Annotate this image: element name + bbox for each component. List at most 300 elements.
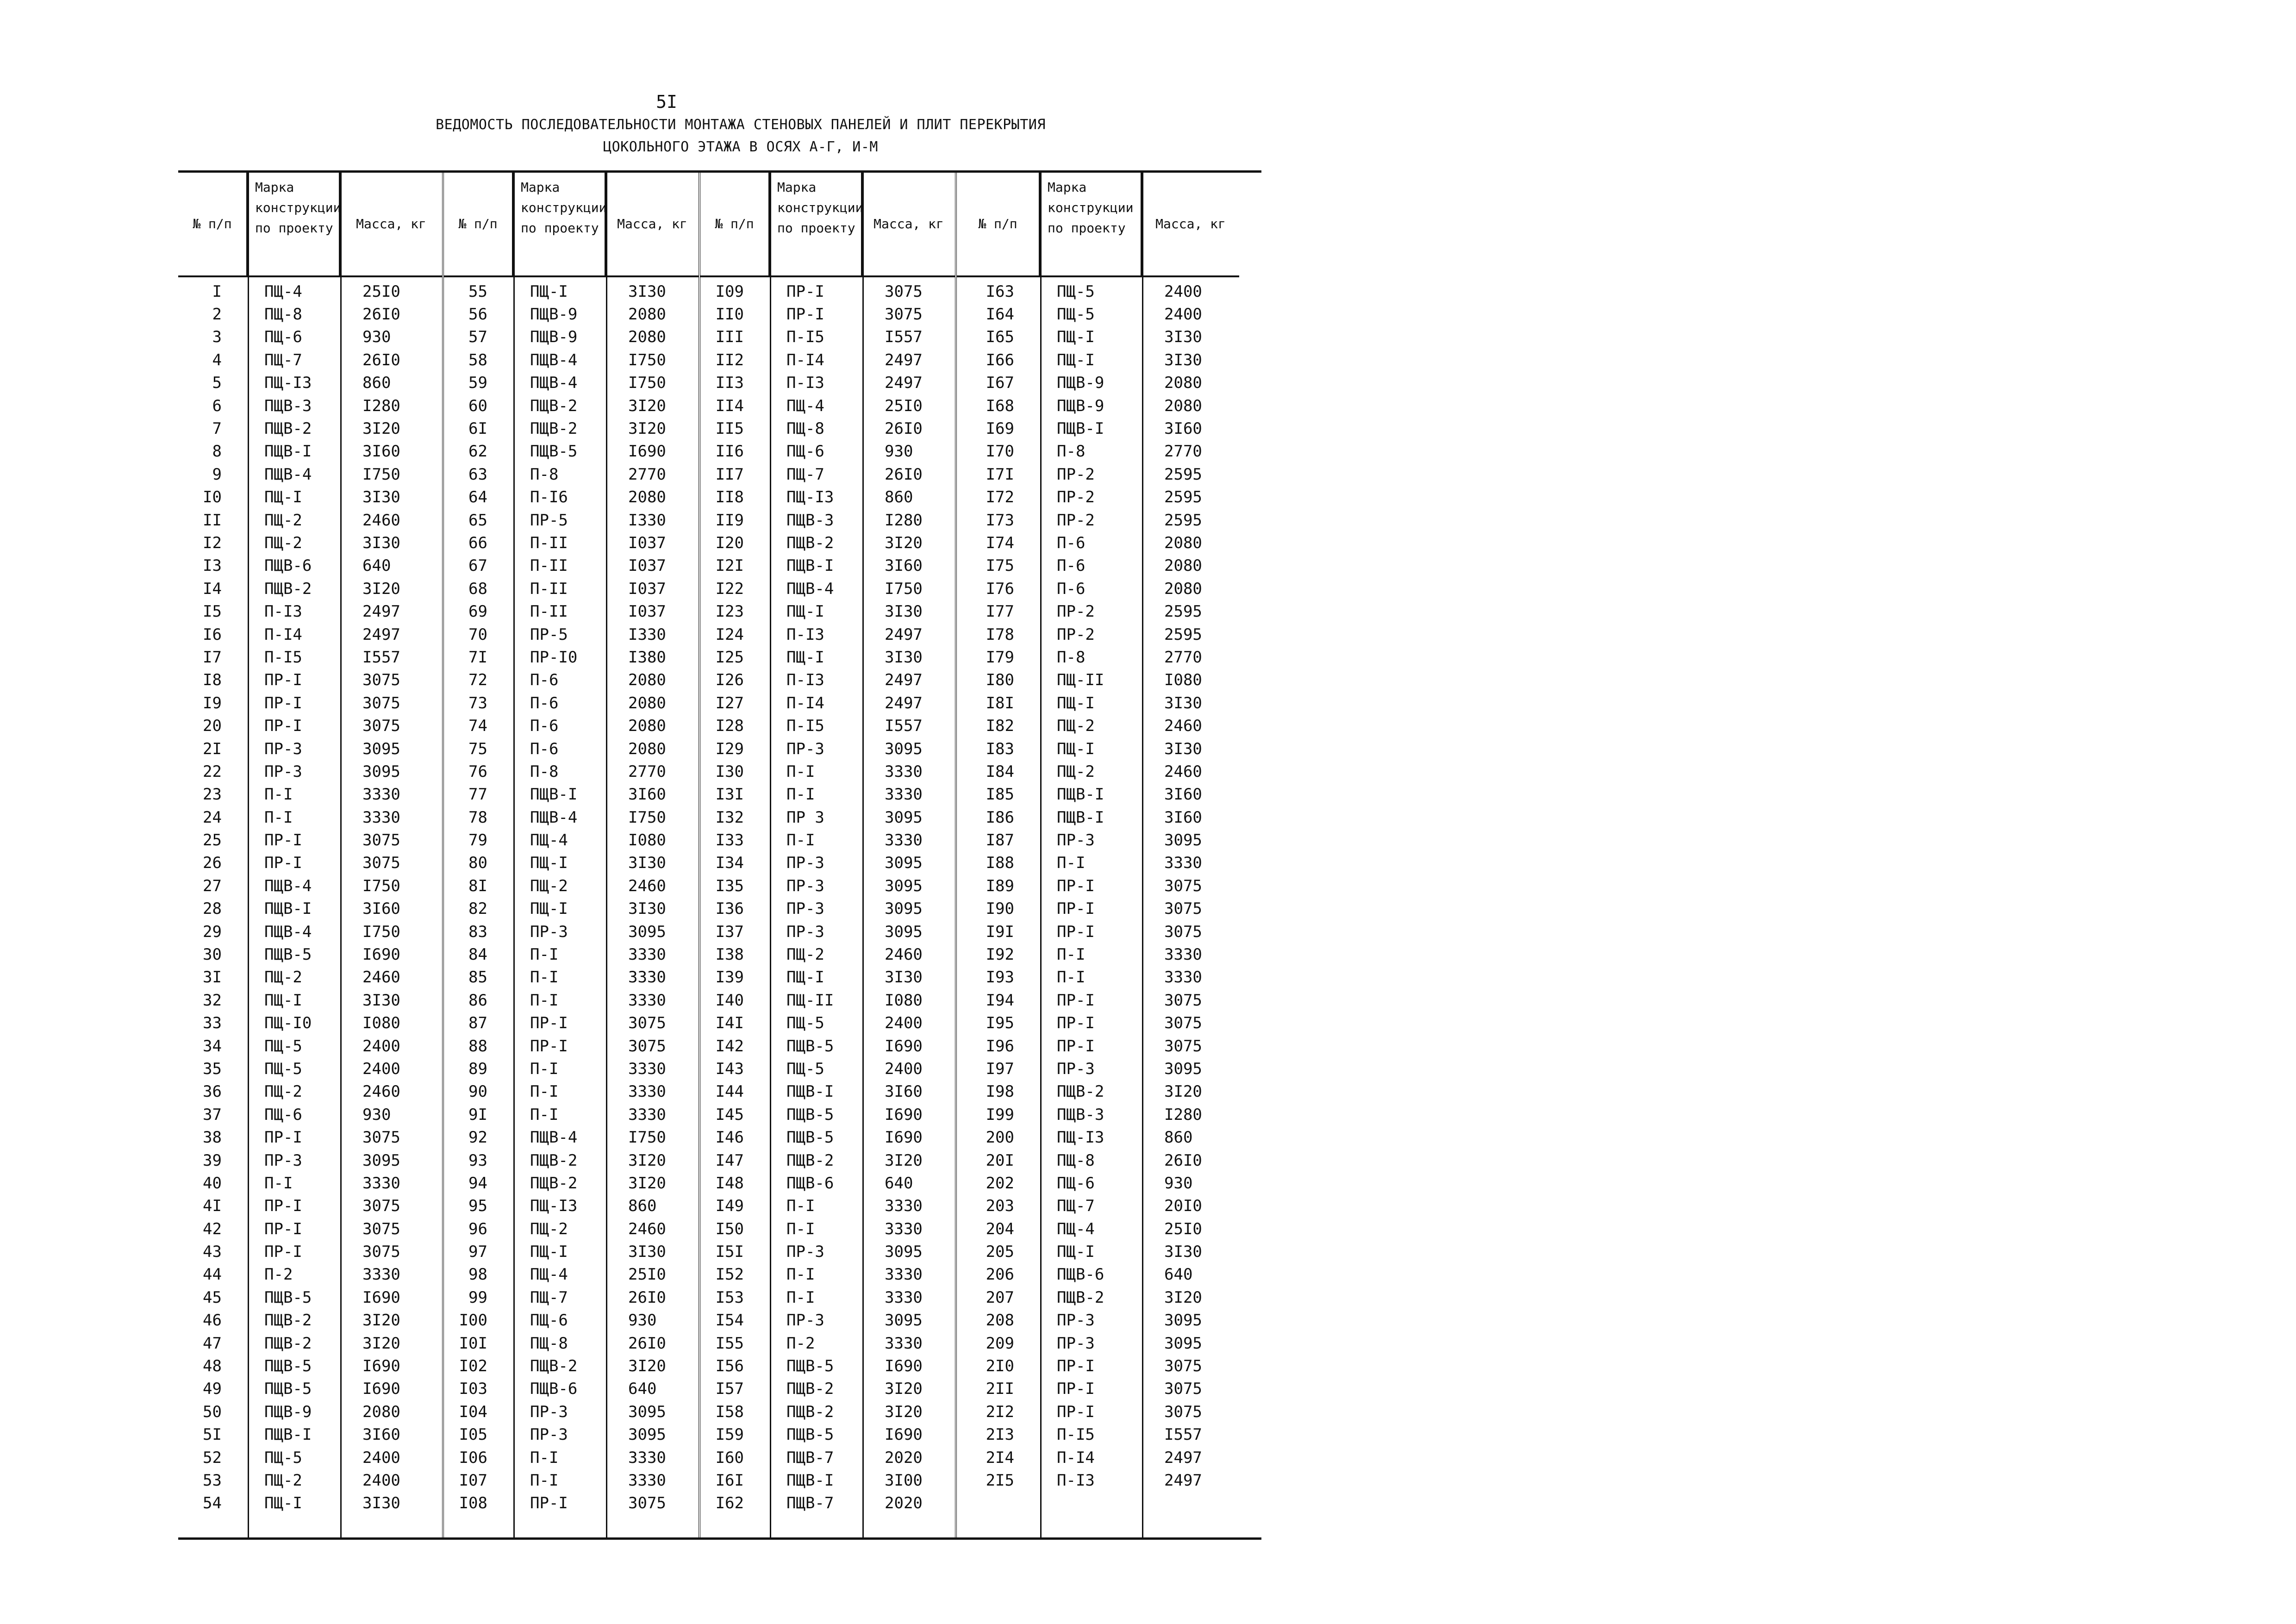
mass-value: 3075: [628, 1014, 666, 1033]
construction-mark: ПЩ-4: [530, 1265, 568, 1284]
header-mark: Марка конструкции по проекту: [248, 173, 340, 275]
row-number: 202: [986, 1174, 1014, 1193]
table-row: [957, 989, 1239, 1012]
table-row: [178, 1172, 442, 1194]
table-block-4: [955, 173, 1239, 1537]
row-number: I52: [715, 1265, 744, 1284]
construction-mark: П-I4: [264, 625, 302, 644]
row-number: I24: [715, 625, 744, 644]
table-row: [178, 806, 442, 829]
mass-value: 3I20: [885, 533, 923, 552]
table-row: [444, 509, 699, 531]
construction-mark: ПЩВ-2: [786, 1151, 834, 1170]
table-row: [957, 349, 1239, 371]
table-row: [178, 714, 442, 737]
mass-value: 3I20: [628, 1357, 666, 1376]
table-row: [957, 1012, 1239, 1035]
row-number: I36: [715, 899, 744, 918]
table-row: [700, 326, 955, 349]
table-row: [444, 1149, 699, 1172]
mass-value: 2400: [362, 1059, 400, 1078]
row-number: I77: [986, 602, 1014, 621]
table-row: [700, 394, 955, 417]
row-number: I92: [986, 945, 1014, 964]
construction-mark: ПР-I: [264, 1197, 302, 1216]
row-number: 205: [986, 1243, 1014, 1262]
table-row: [178, 349, 442, 371]
mass-value: 2080: [1164, 556, 1202, 575]
table-row: [957, 1240, 1239, 1263]
construction-mark: ПР-I: [264, 693, 302, 712]
construction-mark: П-II: [530, 556, 568, 575]
row-number: II6: [715, 442, 744, 461]
row-number: 58: [468, 350, 487, 369]
construction-mark: П-2: [786, 1334, 815, 1353]
construction-mark: ПЩВ-I: [264, 442, 312, 461]
mass-value: 3I30: [628, 1243, 666, 1262]
construction-mark: П-I3: [786, 625, 824, 644]
construction-mark: ПЩВ-9: [264, 1402, 312, 1421]
mass-value: 2460: [885, 945, 923, 964]
table-row: [444, 874, 699, 897]
construction-mark: ПЩВ-5: [786, 1105, 834, 1124]
row-number: 87: [468, 1014, 487, 1033]
table-row: [444, 280, 699, 303]
table-row: [700, 1286, 955, 1309]
mass-value: 3I20: [885, 1380, 923, 1399]
row-number: I86: [986, 808, 1014, 827]
row-number: I09: [715, 282, 744, 301]
construction-mark: ПР-3: [786, 854, 824, 873]
construction-mark: ПЩВ-I: [786, 1082, 834, 1101]
mass-value: 930: [362, 1105, 391, 1124]
header-mark: Марка конструкции по проекту: [770, 173, 862, 275]
mass-value: 3075: [1164, 1014, 1202, 1033]
mass-value: 3I20: [628, 396, 666, 415]
mass-value: 26I0: [1164, 1151, 1202, 1170]
construction-mark: П-I: [786, 1197, 815, 1216]
table-row: [700, 646, 955, 668]
row-number: 69: [468, 602, 487, 621]
header-number: № п/п: [957, 173, 1040, 275]
construction-mark: П-I: [786, 831, 815, 850]
construction-mark: ПЩ-I3: [530, 1197, 578, 1216]
table-row: [444, 806, 699, 829]
mass-value: I750: [628, 350, 666, 369]
table-row: [178, 623, 442, 646]
construction-mark: ПЩВ-5: [264, 1288, 312, 1307]
table-row: [957, 714, 1239, 737]
row-number: I96: [986, 1037, 1014, 1056]
construction-mark: ПР-I: [1057, 899, 1095, 918]
row-number: I5I: [715, 1243, 744, 1262]
construction-mark: ПР-3: [264, 739, 302, 758]
table-row: [178, 1424, 442, 1446]
mass-value: 2497: [1164, 1471, 1202, 1490]
row-number: 94: [468, 1174, 487, 1193]
construction-mark: ПР-I: [264, 1243, 302, 1262]
table-row: [444, 1355, 699, 1377]
table-row: [444, 577, 699, 600]
table-row: [178, 1103, 442, 1126]
row-number: 209: [986, 1334, 1014, 1353]
row-number: I39: [715, 968, 744, 987]
table-row: [957, 486, 1239, 509]
mass-value: 3330: [885, 1288, 923, 1307]
mass-value: 3095: [1164, 831, 1202, 850]
mass-value: 3I60: [885, 556, 923, 575]
row-number: 200: [986, 1128, 1014, 1147]
row-number: I56: [715, 1357, 744, 1376]
construction-mark: ПЩ-I: [1057, 693, 1095, 712]
row-number: 3I: [203, 968, 222, 987]
header-number: № п/п: [178, 173, 248, 275]
construction-mark: ПЩ-2: [786, 945, 824, 964]
table-row: [444, 1446, 699, 1469]
table-row: [178, 1492, 442, 1515]
construction-mark: П-8: [530, 465, 559, 484]
construction-mark: П-I: [786, 1219, 815, 1238]
row-number: 59: [468, 374, 487, 393]
header-mass: Масса, кг: [1155, 216, 1226, 231]
mass-value: 25I0: [628, 1265, 666, 1284]
mass-value: I037: [628, 533, 666, 552]
construction-mark: ПЩ-7: [786, 465, 824, 484]
row-number: I38: [715, 945, 744, 964]
mass-value: 3I60: [362, 899, 400, 918]
table-row: [700, 417, 955, 440]
table-row: [178, 943, 442, 966]
table-row: [957, 1332, 1239, 1355]
table-row: [444, 1492, 699, 1515]
mass-value: 3075: [362, 854, 400, 873]
table-row: [178, 463, 442, 486]
row-number: 44: [203, 1265, 222, 1284]
construction-mark: ПЩВ-2: [264, 1311, 312, 1330]
mass-value: 3I60: [362, 442, 400, 461]
construction-mark: П-I: [530, 1471, 559, 1490]
row-number: I69: [986, 419, 1014, 438]
table-row: [178, 1446, 442, 1469]
row-number: I46: [715, 1128, 744, 1147]
table-row: [957, 394, 1239, 417]
table-row: [700, 600, 955, 623]
table-row: [444, 920, 699, 943]
mass-value: 3330: [885, 762, 923, 781]
construction-mark: ПЩ-2: [1057, 762, 1095, 781]
mass-value: 3330: [628, 968, 666, 987]
table-row: [444, 1057, 699, 1080]
row-number: 67: [468, 556, 487, 575]
construction-mark: ПР-I: [1057, 1014, 1095, 1033]
row-number: 65: [468, 511, 487, 530]
row-number: I8: [203, 671, 222, 690]
mass-value: 3075: [362, 1243, 400, 1262]
construction-mark: П-8: [1057, 648, 1086, 667]
row-number: 8I: [468, 876, 487, 895]
construction-mark: П-I3: [786, 671, 824, 690]
mass-value: 2460: [628, 1219, 666, 1238]
row-number: I06: [459, 1448, 487, 1467]
construction-mark: ПЩ-5: [264, 1059, 302, 1078]
row-number: I47: [715, 1151, 744, 1170]
construction-mark: П-I: [786, 785, 815, 804]
row-number: 20: [203, 717, 222, 736]
construction-mark: ПЩ-5: [264, 1037, 302, 1056]
mass-value: 2080: [628, 488, 666, 507]
construction-mark: ПЩ-2: [264, 1471, 302, 1490]
row-number: I7I: [986, 465, 1014, 484]
row-number: 33: [203, 1014, 222, 1033]
construction-mark: ПР-3: [1057, 831, 1095, 850]
construction-mark: ПР-2: [1057, 465, 1095, 484]
mass-value: 2497: [885, 350, 923, 369]
table-row: [444, 1378, 699, 1400]
construction-mark: П-I: [530, 1082, 559, 1101]
table-row: [444, 898, 699, 920]
table-row: [444, 966, 699, 989]
row-number: 30: [203, 945, 222, 964]
table-row: [700, 531, 955, 554]
row-number: I63: [986, 282, 1014, 301]
table-row: [178, 1035, 442, 1057]
row-number: 63: [468, 465, 487, 484]
construction-mark: ПР-3: [264, 1151, 302, 1170]
row-number: I07: [459, 1471, 487, 1490]
row-number: 27: [203, 876, 222, 895]
row-number: 8: [212, 442, 222, 461]
construction-mark: ПР-I: [1057, 1037, 1095, 1056]
row-number: I76: [986, 579, 1014, 598]
construction-mark: ПЩВ-5: [530, 442, 578, 461]
construction-mark: П-I: [264, 808, 293, 827]
row-number: I88: [986, 854, 1014, 873]
construction-mark: ПЩВ-2: [786, 1380, 834, 1399]
mass-value: I280: [1164, 1105, 1202, 1124]
row-number: I79: [986, 648, 1014, 667]
mass-value: 25I0: [362, 282, 400, 301]
table-row: [178, 303, 442, 325]
mass-value: 26I0: [362, 350, 400, 369]
table-row: [957, 920, 1239, 943]
mass-value: 3095: [885, 1243, 923, 1262]
mass-value: 3330: [885, 831, 923, 850]
mass-value: 3075: [362, 1219, 400, 1238]
mass-value: 3I30: [1164, 693, 1202, 712]
construction-mark: ПЩ-I3: [264, 374, 312, 393]
row-number: II5: [715, 419, 744, 438]
table-row: [957, 1309, 1239, 1332]
construction-mark: П-I: [530, 1059, 559, 1078]
construction-mark: ПЩ-II: [1057, 671, 1104, 690]
construction-mark: ПР-3: [786, 922, 824, 941]
construction-mark: ПЩ-8: [1057, 1151, 1095, 1170]
construction-mark: П-I: [530, 1448, 559, 1467]
mass-value: 3095: [885, 808, 923, 827]
construction-mark: ПР-3: [786, 1243, 824, 1262]
construction-mark: ПЩВ-2: [786, 533, 834, 552]
table-row: [700, 1195, 955, 1218]
mass-value: 3075: [1164, 1402, 1202, 1421]
table-row: [178, 1081, 442, 1103]
construction-mark: ПЩ-8: [264, 305, 302, 324]
mass-value: 3330: [628, 945, 666, 964]
row-number: II7: [715, 465, 744, 484]
table-row: [178, 600, 442, 623]
construction-mark: ПР-I0: [530, 648, 578, 667]
row-number: I60: [715, 1448, 744, 1467]
construction-mark: ПЩВ-4: [264, 922, 312, 941]
row-number: I57: [715, 1380, 744, 1399]
mass-value: 3I20: [1164, 1082, 1202, 1101]
construction-mark: ПЩВ-9: [1057, 374, 1104, 393]
table-row: [700, 783, 955, 806]
construction-mark: ПР-I: [530, 1014, 568, 1033]
table-row: [178, 1309, 442, 1332]
construction-mark: ПЩВ-5: [786, 1128, 834, 1147]
table-row: [444, 1309, 699, 1332]
header-mark: Марка конструкции по проекту: [1040, 173, 1142, 275]
row-number: II: [203, 511, 222, 530]
table-row: [444, 1035, 699, 1057]
construction-mark: ПЩ-I: [264, 991, 302, 1010]
mass-value: 3330: [628, 1059, 666, 1078]
construction-mark: П-I: [1057, 854, 1086, 873]
row-number: 97: [468, 1243, 487, 1262]
table-row: [957, 646, 1239, 668]
mass-value: 3075: [362, 1128, 400, 1147]
mass-value: 3075: [628, 1037, 666, 1056]
row-number: II3: [715, 374, 744, 393]
construction-mark: П-I: [786, 1288, 815, 1307]
construction-mark: П-I: [786, 1265, 815, 1284]
table-row: [957, 737, 1239, 760]
mass-value: 3075: [1164, 991, 1202, 1010]
row-number: I95: [986, 1014, 1014, 1033]
mass-value: 3I30: [1164, 1243, 1202, 1262]
table-row: [700, 1309, 955, 1332]
construction-mark: ПР-I: [264, 717, 302, 736]
table-block-3: [699, 173, 955, 1537]
table-row: [178, 1400, 442, 1423]
mass-value: 3095: [362, 762, 400, 781]
row-number: II8: [715, 488, 744, 507]
construction-mark: ПР-5: [530, 511, 568, 530]
construction-mark: ПЩВ-4: [530, 350, 578, 369]
mass-value: 2400: [885, 1014, 923, 1033]
mass-value: 3330: [362, 785, 400, 804]
mass-value: I080: [1164, 671, 1202, 690]
construction-mark: ПР-2: [1057, 488, 1095, 507]
mass-value: 3330: [628, 1448, 666, 1467]
construction-mark: П-2: [264, 1265, 293, 1284]
row-number: 43: [203, 1243, 222, 1262]
construction-mark: П-I: [264, 1174, 293, 1193]
row-number: 40: [203, 1174, 222, 1193]
mass-value: 2497: [885, 693, 923, 712]
table-row: [444, 669, 699, 692]
mass-value: 2460: [362, 968, 400, 987]
construction-mark: ПЩ-I: [530, 899, 568, 918]
construction-mark: ПЩВ-I: [1057, 808, 1104, 827]
construction-mark: ПЩВ-2: [1057, 1288, 1104, 1307]
table-row: [700, 806, 955, 829]
mass-value: 2020: [885, 1494, 923, 1513]
construction-mark: ПЩ-I0: [264, 1014, 312, 1033]
row-number: I59: [715, 1425, 744, 1444]
table-row: [957, 852, 1239, 874]
table-row: [700, 555, 955, 577]
row-number: I2I: [715, 556, 744, 575]
table-row: [178, 440, 442, 463]
row-number: I30: [715, 762, 744, 781]
table-row: [957, 1355, 1239, 1377]
row-number: 203: [986, 1197, 1014, 1216]
table-row: [957, 1081, 1239, 1103]
table-row: [957, 1378, 1239, 1400]
mass-value: 2400: [1164, 305, 1202, 324]
row-number: 2II: [986, 1380, 1014, 1399]
mass-value: 2770: [628, 762, 666, 781]
row-number: 34: [203, 1037, 222, 1056]
table-row: [700, 1424, 955, 1446]
mass-value: 3095: [885, 899, 923, 918]
construction-mark: ПЩ-7: [1057, 1197, 1095, 1216]
row-number: I53: [715, 1288, 744, 1307]
construction-mark: ПЩ-7: [530, 1288, 568, 1307]
mass-value: I280: [362, 396, 400, 415]
table-row: [700, 1057, 955, 1080]
mass-value: 2770: [628, 465, 666, 484]
mass-value: 3I30: [1164, 328, 1202, 347]
construction-mark: ПЩ-5: [786, 1059, 824, 1078]
table-row: [957, 806, 1239, 829]
table-row: [178, 1057, 442, 1080]
table-row: [178, 280, 442, 303]
table-row: [444, 349, 699, 371]
mass-value: 3330: [628, 1105, 666, 1124]
row-number: 82: [468, 899, 487, 918]
mass-value: I557: [885, 328, 923, 347]
table-row: [957, 760, 1239, 783]
row-number: 78: [468, 808, 487, 827]
mass-value: 3I20: [885, 1151, 923, 1170]
table-row: [444, 372, 699, 394]
table-row: [957, 874, 1239, 897]
mass-value: I380: [628, 648, 666, 667]
construction-mark: ПЩВ-7: [786, 1448, 834, 1467]
table-row: [957, 1424, 1239, 1446]
header-number: № п/п: [700, 173, 770, 275]
table-row: [957, 1263, 1239, 1286]
construction-mark: ПР-I: [264, 1219, 302, 1238]
construction-mark: ПР-I: [1057, 1402, 1095, 1421]
table-row: [957, 783, 1239, 806]
mass-value: 3330: [1164, 854, 1202, 873]
mass-value: 2595: [1164, 602, 1202, 621]
row-number: II4: [715, 396, 744, 415]
table-row: [444, 1424, 699, 1446]
construction-mark: ПР 3: [786, 808, 824, 827]
mass-value: 3I30: [362, 991, 400, 1010]
construction-mark: ПЩВ-6: [1057, 1265, 1104, 1284]
mass-value: I080: [362, 1014, 400, 1033]
table-row: [444, 1263, 699, 1286]
mass-value: 2460: [362, 1082, 400, 1101]
row-number: 64: [468, 488, 487, 507]
table-row: [700, 714, 955, 737]
table-row: [444, 1172, 699, 1194]
